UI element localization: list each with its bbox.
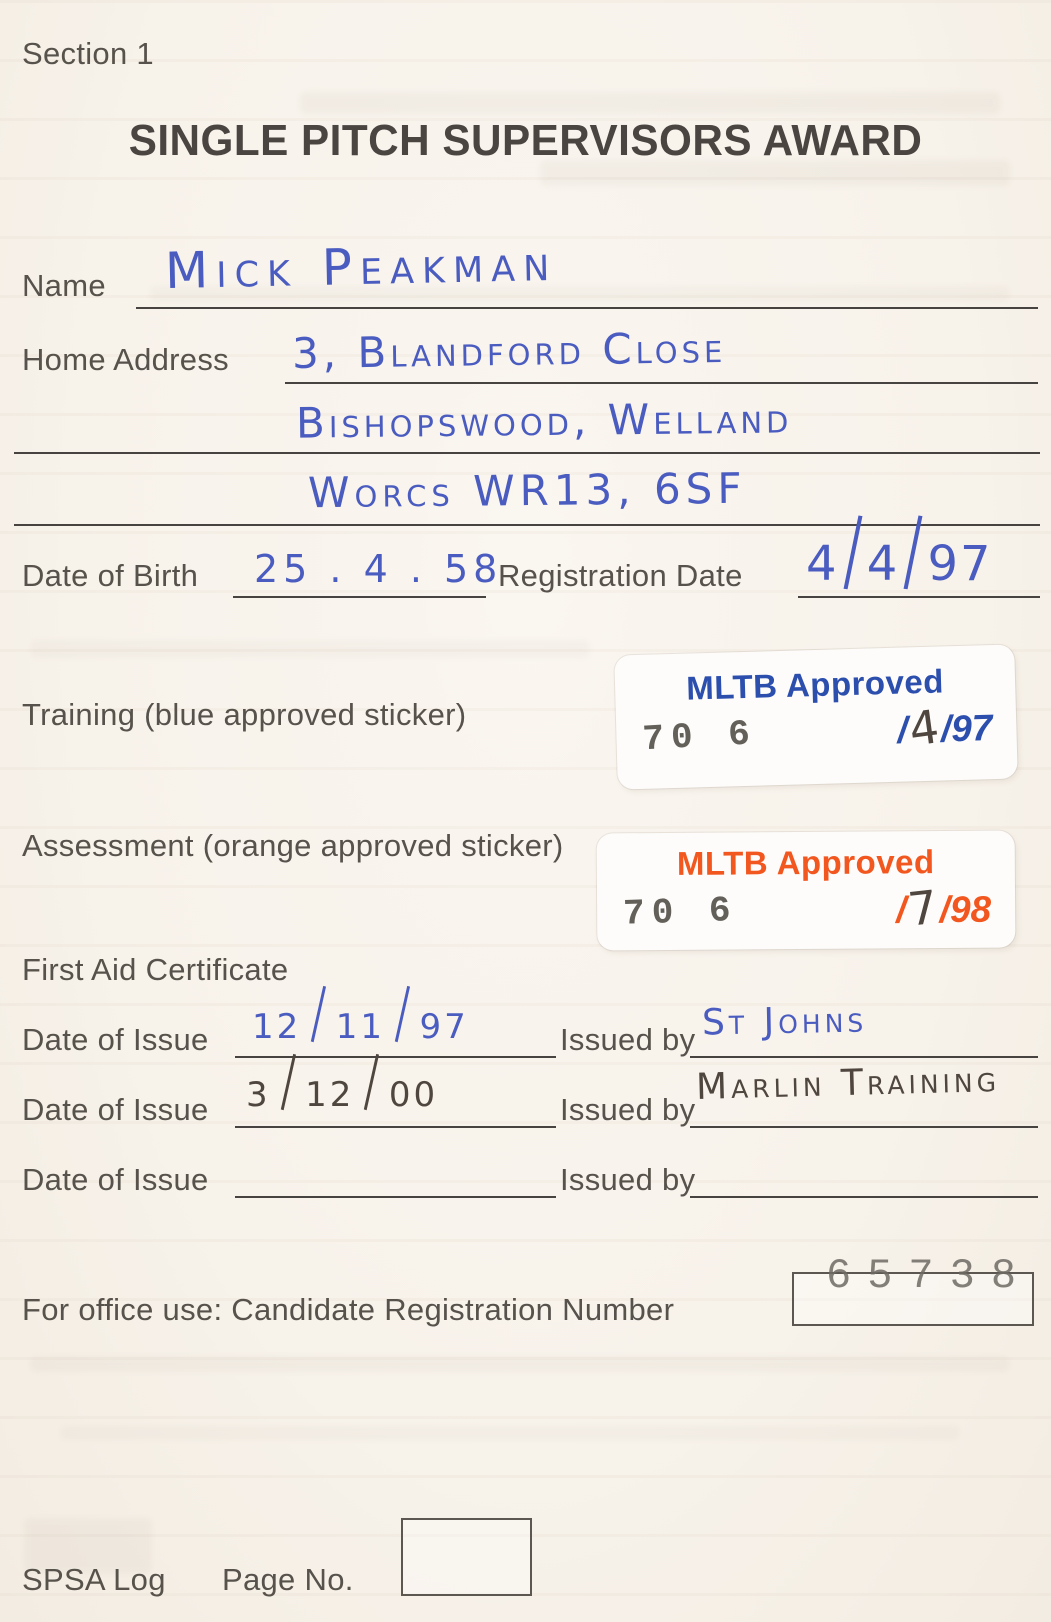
issued-by-label: Issued by [560, 1162, 696, 1197]
name-rule [136, 307, 1038, 309]
form-title: SINGLE PITCH SUPERVISORS AWARD [128, 116, 923, 165]
date-slash: / [363, 1038, 384, 1126]
issued-by-value: Marlin Training [695, 1059, 1001, 1108]
regdate-month: 4 [866, 536, 900, 592]
date-month: 12 [305, 1075, 355, 1115]
regdate-slash: / [842, 496, 865, 606]
date-of-issue-label: Date of Issue [22, 1092, 209, 1127]
address-line1-value: 3, Blandford Close [291, 322, 727, 379]
office-use-label: For office use: Candidate Registration Number [22, 1292, 675, 1327]
regdate-year: 97 [927, 536, 993, 592]
training-approved-sticker [614, 644, 1018, 789]
date-year: 00 [388, 1075, 439, 1115]
mltb-approved-text: MLTB Approved [685, 662, 945, 707]
date-of-issue-rule [235, 1196, 556, 1198]
training-sticker-date [897, 701, 993, 758]
date-slash: / [279, 1038, 300, 1126]
date-of-birth-label: Date of Birth [22, 558, 199, 593]
page-no-box [401, 1518, 532, 1596]
spsa-log-label: SPSA Log [22, 1562, 166, 1597]
issued-by-rule [690, 1056, 1038, 1058]
bleed-through-smudge [300, 92, 1000, 114]
address-rule-1 [285, 382, 1038, 384]
address-rule-2 [14, 452, 1040, 454]
address-line3-value: Worcs WR13, 6SF [307, 463, 747, 518]
date-day: 3 [246, 1075, 271, 1115]
page-no-label: Page No. [222, 1562, 354, 1597]
date-of-birth-rule [233, 596, 486, 598]
date-of-issue-rule [235, 1126, 556, 1128]
centre-number-stamp: 70 6 [622, 889, 739, 935]
assessment-approved-sticker [597, 831, 1016, 951]
mltb-approved-text: MLTB Approved [676, 843, 935, 882]
address-line2-value: Bishopswood, Welland [295, 393, 793, 448]
sticker-month-handwritten: 4 [906, 699, 943, 757]
issued-by-rule [690, 1196, 1038, 1198]
sticker-year: /98 [939, 888, 992, 931]
issued-by-value: St Johns [701, 999, 868, 1044]
training-label: Training (blue approved sticker) [22, 697, 467, 732]
registration-number-stamp: 65738 [826, 1252, 1033, 1300]
address-rule-3 [14, 524, 1040, 526]
section-label: Section 1 [22, 36, 154, 71]
first-aid-title: First Aid Certificate [22, 952, 289, 987]
date-year: 97 [419, 1007, 469, 1047]
registration-date-label: Registration Date [498, 558, 743, 593]
sticker-slash: / [895, 889, 907, 931]
registration-date-rule [798, 596, 1040, 598]
name-value: Mick Peakman [164, 233, 558, 301]
date-of-birth-value: 25 . 4 . 58 [254, 547, 503, 591]
sticker-year: /97 [940, 707, 993, 750]
home-address-label: Home Address [22, 342, 229, 377]
date-of-issue-value [246, 1038, 439, 1126]
date-slash: / [310, 970, 331, 1058]
issued-by-label: Issued by [560, 1092, 696, 1127]
regdate-slash: / [903, 496, 926, 606]
regdate-day: 4 [806, 536, 839, 592]
centre-number-stamp: 70 6 [641, 712, 758, 760]
date-of-issue-label: Date of Issue [22, 1022, 209, 1057]
date-month: 11 [335, 1007, 385, 1047]
date-slash: / [393, 970, 414, 1058]
registration-date-value [806, 496, 993, 606]
date-day: 12 [252, 1007, 302, 1047]
sticker-month-handwritten: 7 [905, 879, 941, 937]
date-of-issue-label: Date of Issue [22, 1162, 209, 1197]
name-label: Name [22, 268, 106, 303]
assessment-sticker-date [895, 879, 992, 938]
issued-by-label: Issued by [560, 1022, 696, 1057]
date-of-issue-rule [235, 1056, 556, 1058]
bleed-through-smudge [30, 1356, 1010, 1372]
assessment-label: Assessment (orange approved sticker) [22, 828, 564, 863]
bleed-through-smudge [60, 1426, 960, 1440]
sticker-slash: / [896, 709, 909, 751]
bleed-through-smudge [30, 640, 590, 658]
issued-by-rule [690, 1126, 1038, 1128]
